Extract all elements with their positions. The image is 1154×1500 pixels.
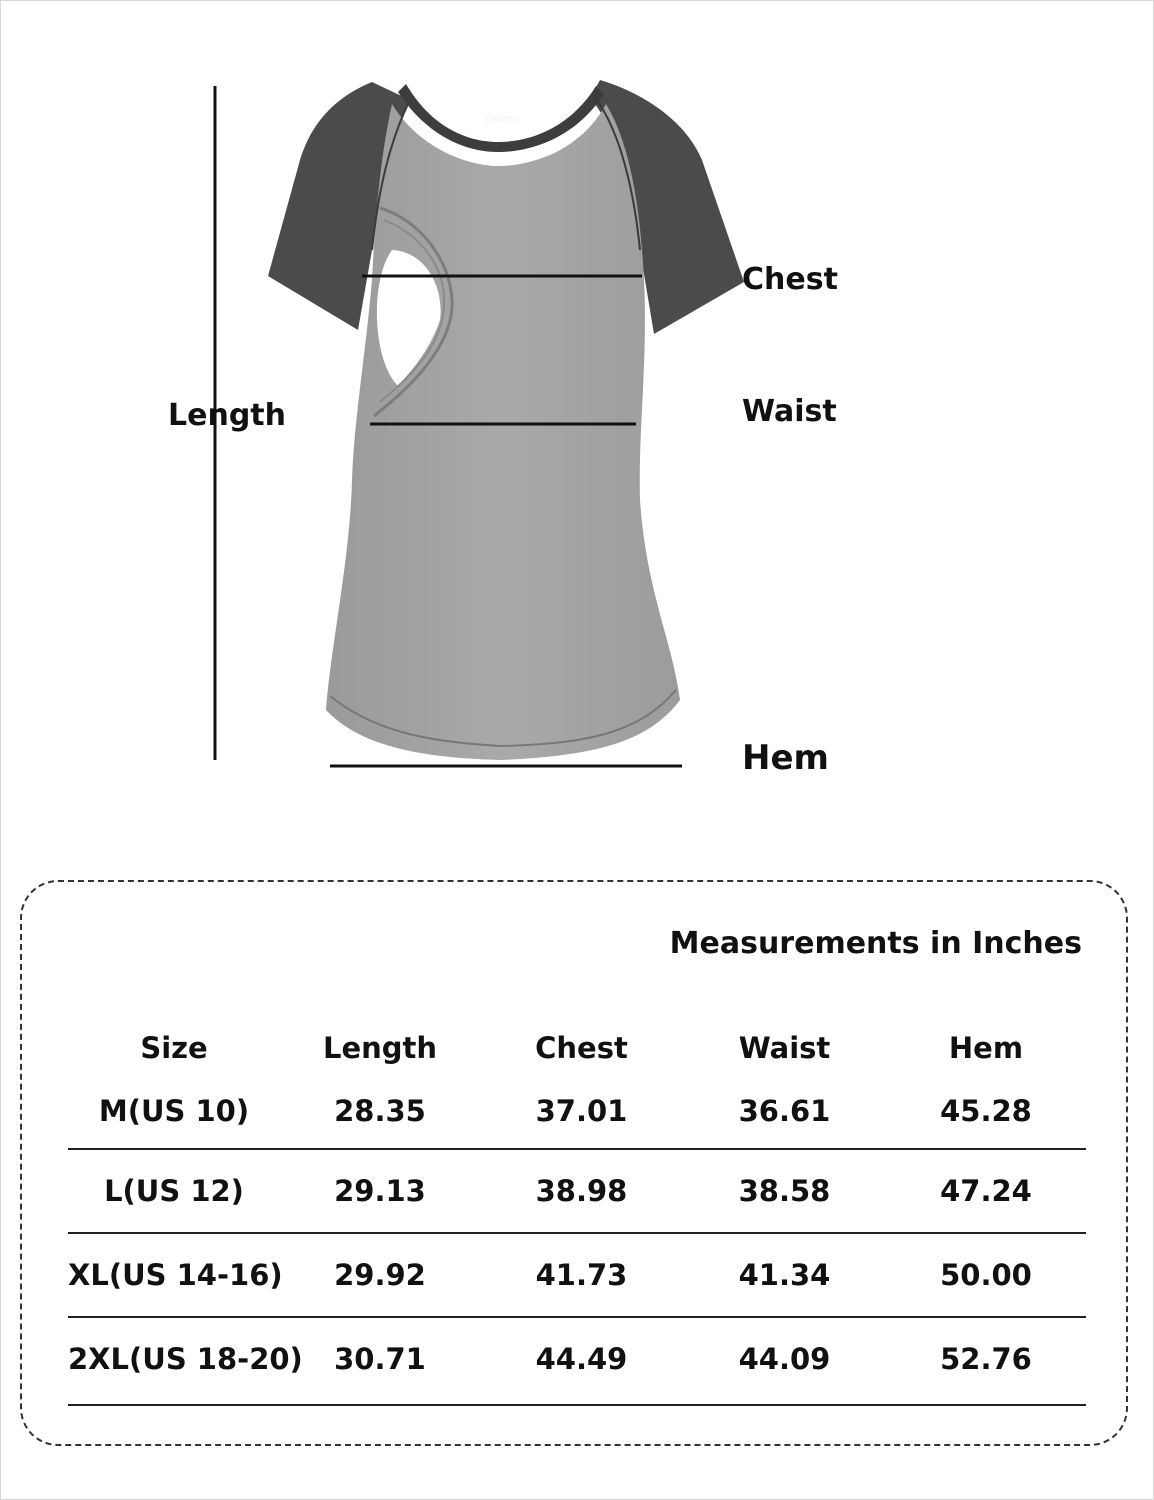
- size-cell: 2XL(US 18-20): [68, 1342, 303, 1376]
- table-row: [68, 1148, 1086, 1232]
- size-table: [68, 1022, 1086, 1406]
- hem-cell: 50.00: [940, 1258, 1032, 1292]
- chest-cell: 41.73: [535, 1258, 628, 1292]
- length-cell: 30.71: [334, 1342, 426, 1376]
- size-cell: L(US 12): [104, 1174, 244, 1208]
- chest-label: Chest: [742, 262, 838, 297]
- table-row: [68, 1232, 1086, 1316]
- length-cell: 29.92: [334, 1258, 426, 1292]
- length-cell: 28.35: [334, 1094, 426, 1128]
- chest-cell: 44.49: [535, 1342, 628, 1376]
- table-bottom-rule: [68, 1400, 1086, 1406]
- waist-cell: 36.61: [738, 1094, 831, 1128]
- waist-cell: 41.34: [738, 1258, 831, 1292]
- waist-cell: 44.09: [738, 1342, 831, 1376]
- hem-cell: 45.28: [940, 1094, 1032, 1128]
- hem-cell: 47.24: [940, 1174, 1032, 1208]
- length-cell: 29.13: [334, 1174, 426, 1208]
- table-header-row: [68, 1022, 1086, 1074]
- brand-tag: Quiree: [485, 114, 519, 125]
- hem-cell: 52.76: [940, 1342, 1032, 1376]
- length-label: Length: [168, 398, 286, 433]
- hem-label: Hem: [742, 738, 829, 778]
- header-size: Size: [140, 1031, 208, 1065]
- waist-cell: 38.58: [738, 1174, 831, 1208]
- header-chest: Chest: [535, 1031, 628, 1065]
- size-cell: XL(US 14-16): [68, 1258, 283, 1292]
- table-row: [68, 1316, 1086, 1400]
- chest-cell: 37.01: [535, 1094, 628, 1128]
- chest-cell: 38.98: [535, 1174, 628, 1208]
- waist-label: Waist: [742, 394, 837, 429]
- header-hem: Hem: [948, 1031, 1024, 1065]
- size-cell: M(US 10): [98, 1094, 250, 1128]
- units-note: Measurements in Inches: [669, 926, 1082, 961]
- size-chart-box: [20, 880, 1128, 1446]
- header-waist: Waist: [738, 1031, 831, 1065]
- table-row: [68, 1074, 1086, 1148]
- header-length: Length: [322, 1031, 438, 1065]
